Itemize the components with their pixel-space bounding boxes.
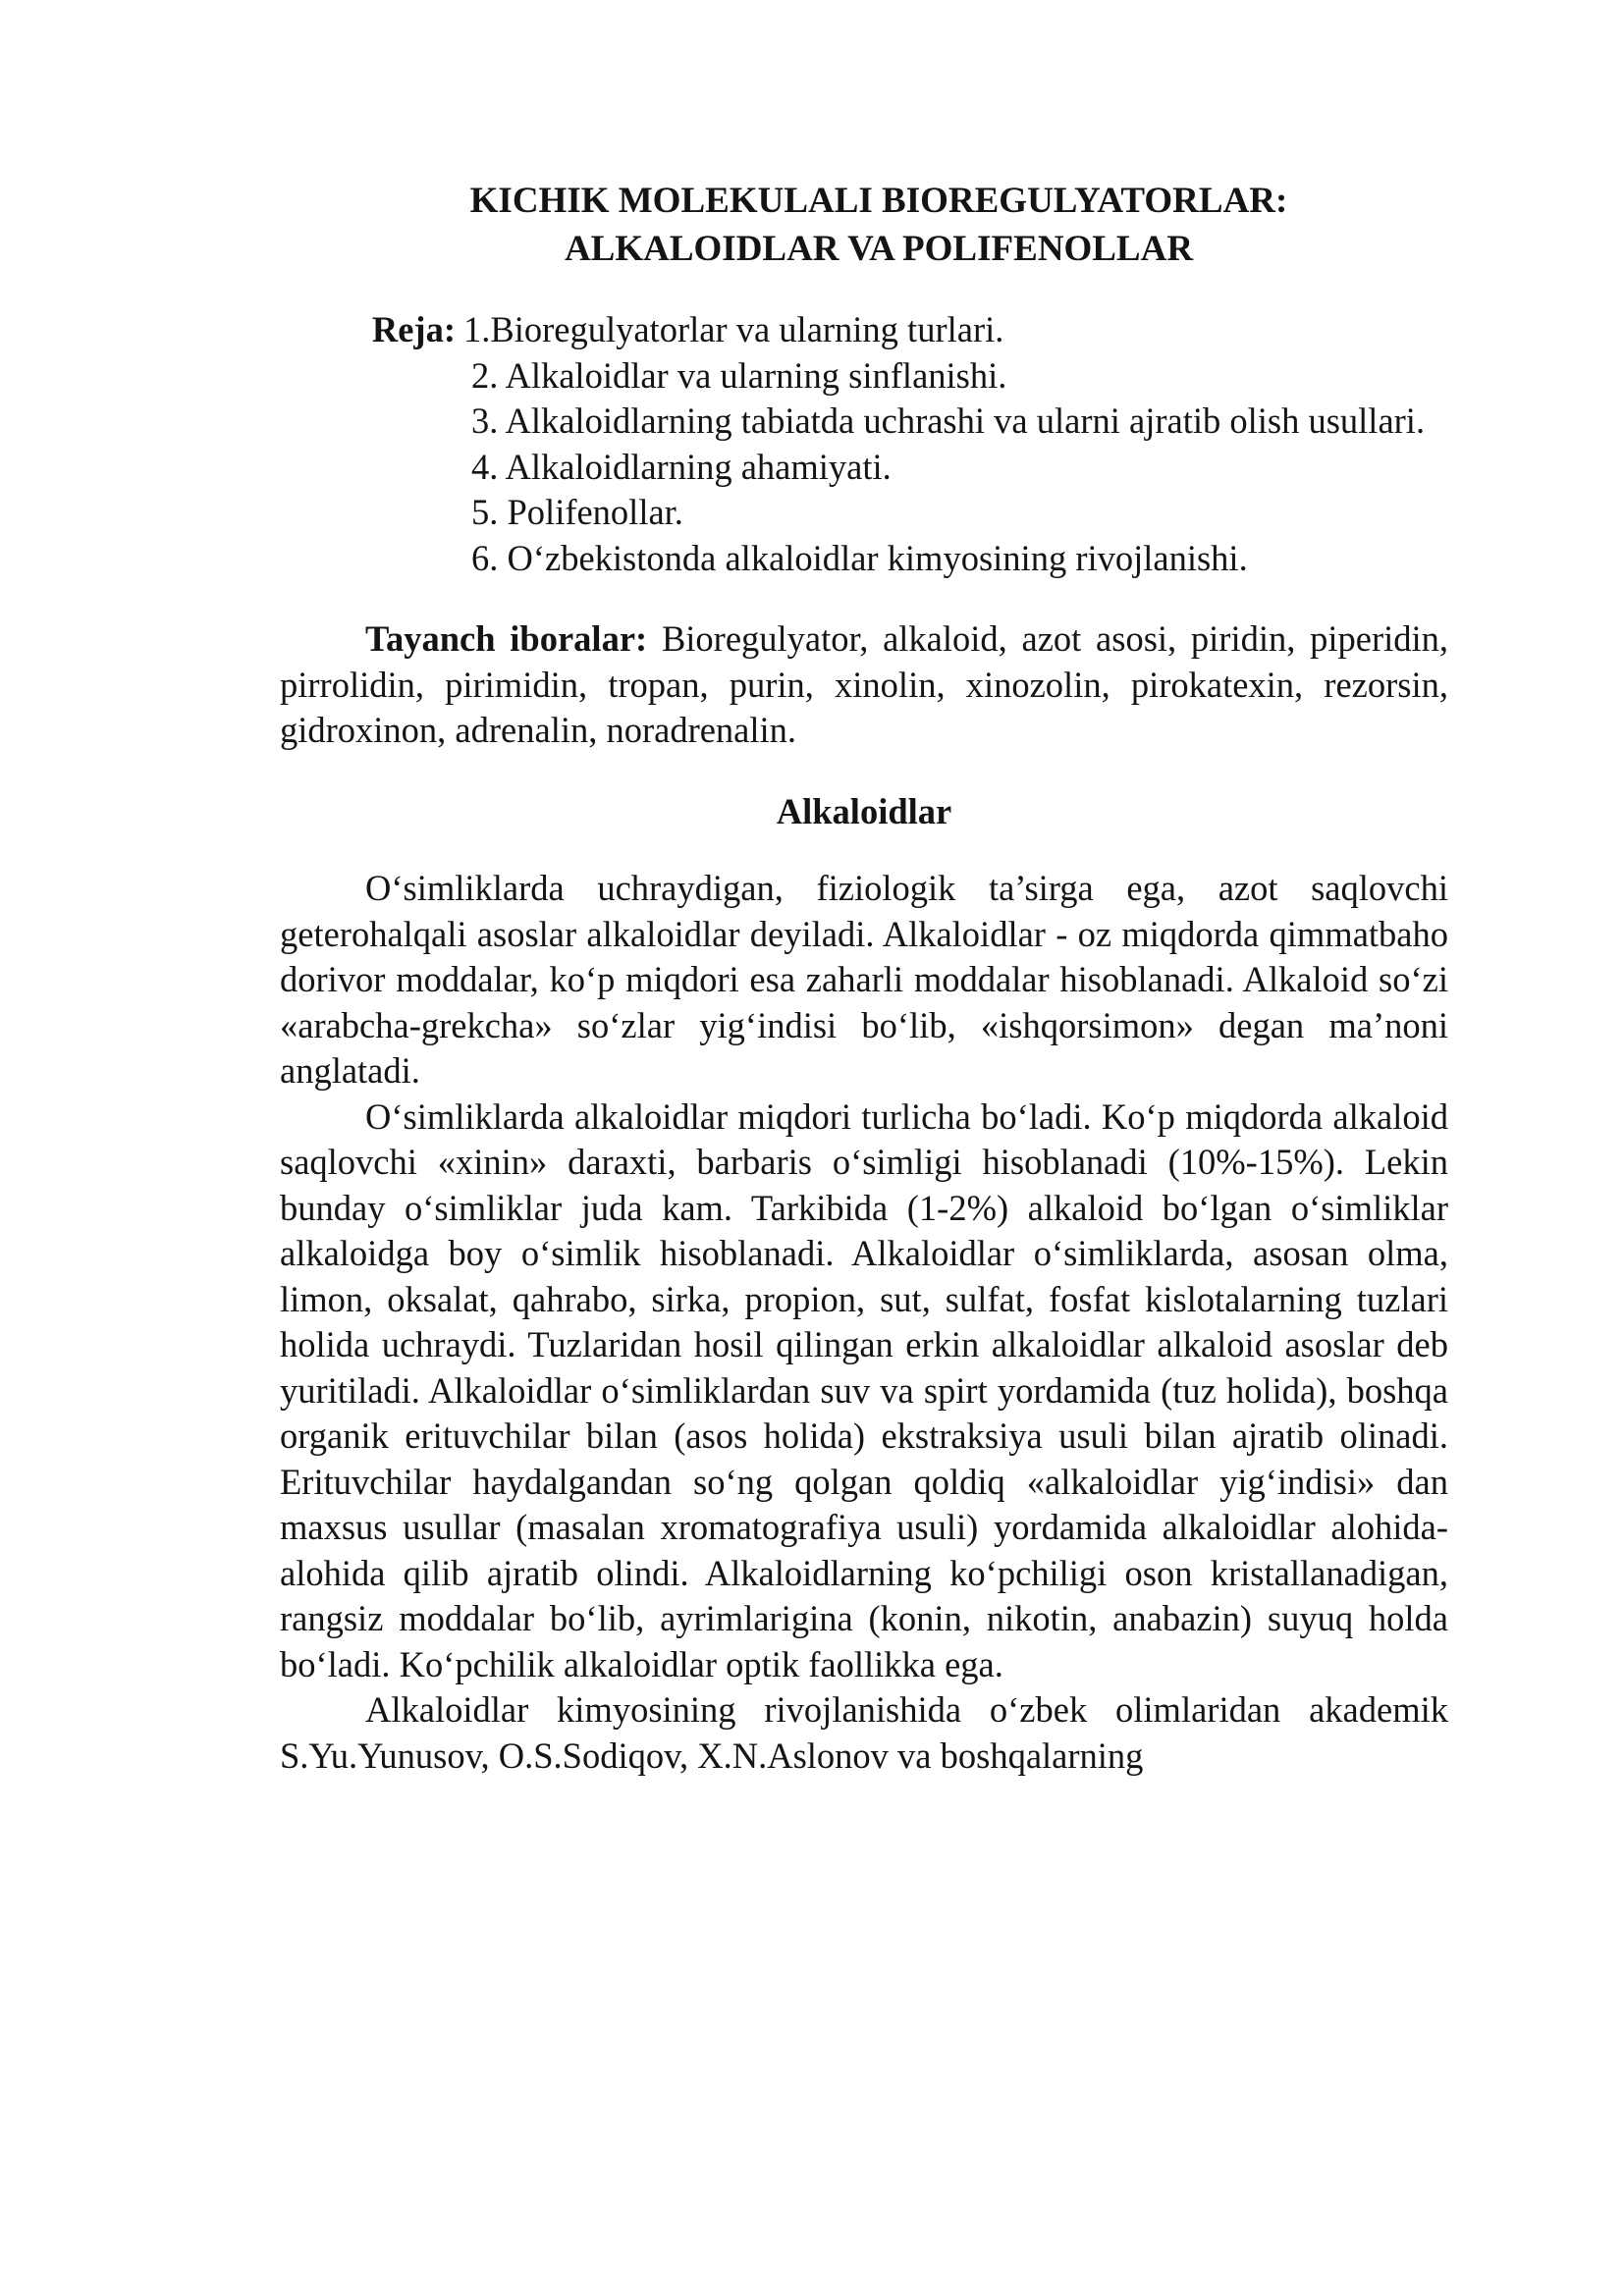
body-paragraph-3: Alkaloidlar kimyosining rivojlanishida o‘zbek olimlaridan akademik S.Yu.Yunusov, O.S.Sodiqov, X.N.Aslonov va boshqalarning [280,1689,1448,1776]
title-line-2: ALKALOIDLAR VA POLIFENOLLAR [564,229,1194,269]
keywords-paragraph [280,616,1448,754]
plan-item-5: 5. Polifenollar. [471,492,683,532]
plan-item-1: 1.Bioregulyatorlar va ularning turlari. [463,309,1004,349]
document-title [309,177,1448,273]
document-page [280,177,1448,1779]
plan-item-4: 4. Alkaloidlarning ahamiyati. [471,446,892,487]
plan-item-3: 3. Alkaloidlarning tabiatda uchrashi va ularni ajratib olish usullari. [471,400,1426,441]
plan-list [280,307,1448,581]
title-line-1: KICHIK MOLEKULALI BIOREGULYATORLAR: [469,181,1288,221]
plan-label: Reja: [371,309,456,349]
plan-first-row [280,307,1448,353]
section-heading: Alkaloidlar [776,790,952,831]
keywords-label: Tayanch iboralar: [365,618,648,659]
keywords-text: Bioregulyator, alkaloid, azot asosi, piridin, piperidin, pirrolidin, pirimidin, tropan, purin, xinolin, xinozolin, pirokatexin, rezorsin, gidroxinon, adrenalin, noradrenalin. [280,618,1449,750]
plan-item-2: 2. Alkaloidlar va ularning sinflanishi. [471,354,1007,396]
body-paragraph-2: O‘simliklarda alkaloidlar miqdori turlicha bo‘ladi. Ko‘p miqdorda alkaloid saqlovchi «xinin» daraxti, barbaris o‘simligi hisoblanadi (10%-15%). Lekin bunday o‘simliklar juda kam. Tarkibida (1-2%) alkaloid bo‘lgan o‘simliklar alkaloidga boy o‘simlik hisoblanadi. Alkaloidlar o‘simliklarda, asosan olma, limon, oksalat, qahrabo, sirka, propion, sut, sulfat, fosfat kislotalarning tuzlari holida uchraydi. Tuzlaridan hosil qilingan erkin alkaloidlar alkaloid asoslar deb yuritiladi. Alkaloidlar o‘simliklardan suv va spirt yordamida (tuz holida), boshqa organik erituvchilar bilan (asos holida) ekstraksiya usuli bilan ajratib olinadi. Erituvchilar haydalgandan so‘ng qolgan qoldiq «alkaloidlar yig‘indisi» dan maxsus usullar (masalan xromatografiya usuli) yordamida alkaloidlar alohida-alohida qilib ajratib olindi. Alkaloidlarning ko‘pchiligi oson kristallanadigan, rangsiz moddalar bo‘lib, ayrimlarigina (konin, nikotin, anabazin) suyuq holda bo‘ladi. Ko‘pchilik alkaloidlar optik faollikka ega. [280,1095,1448,1684]
plan-item-6: 6. O‘zbekistonda alkaloidlar kimyosining rivojlanishi. [471,537,1248,578]
body-paragraph-1: O‘simliklarda uchraydigan, fiziologik ta’sirga ega, azot saqlovchi geterohalqali asoslar alkaloidlar deyiladi. Alkaloidlar - oz miqdorda qimmatbaho dorivor moddalar, ko‘p miqdori esa zaharli moddalar hisoblanadi. Alkaloid so‘zi «arabcha-grekcha» so‘zlar yig‘indisi bo‘lib, «ishqorsimon» degan ma’noni anglatadi. [280,868,1448,1091]
